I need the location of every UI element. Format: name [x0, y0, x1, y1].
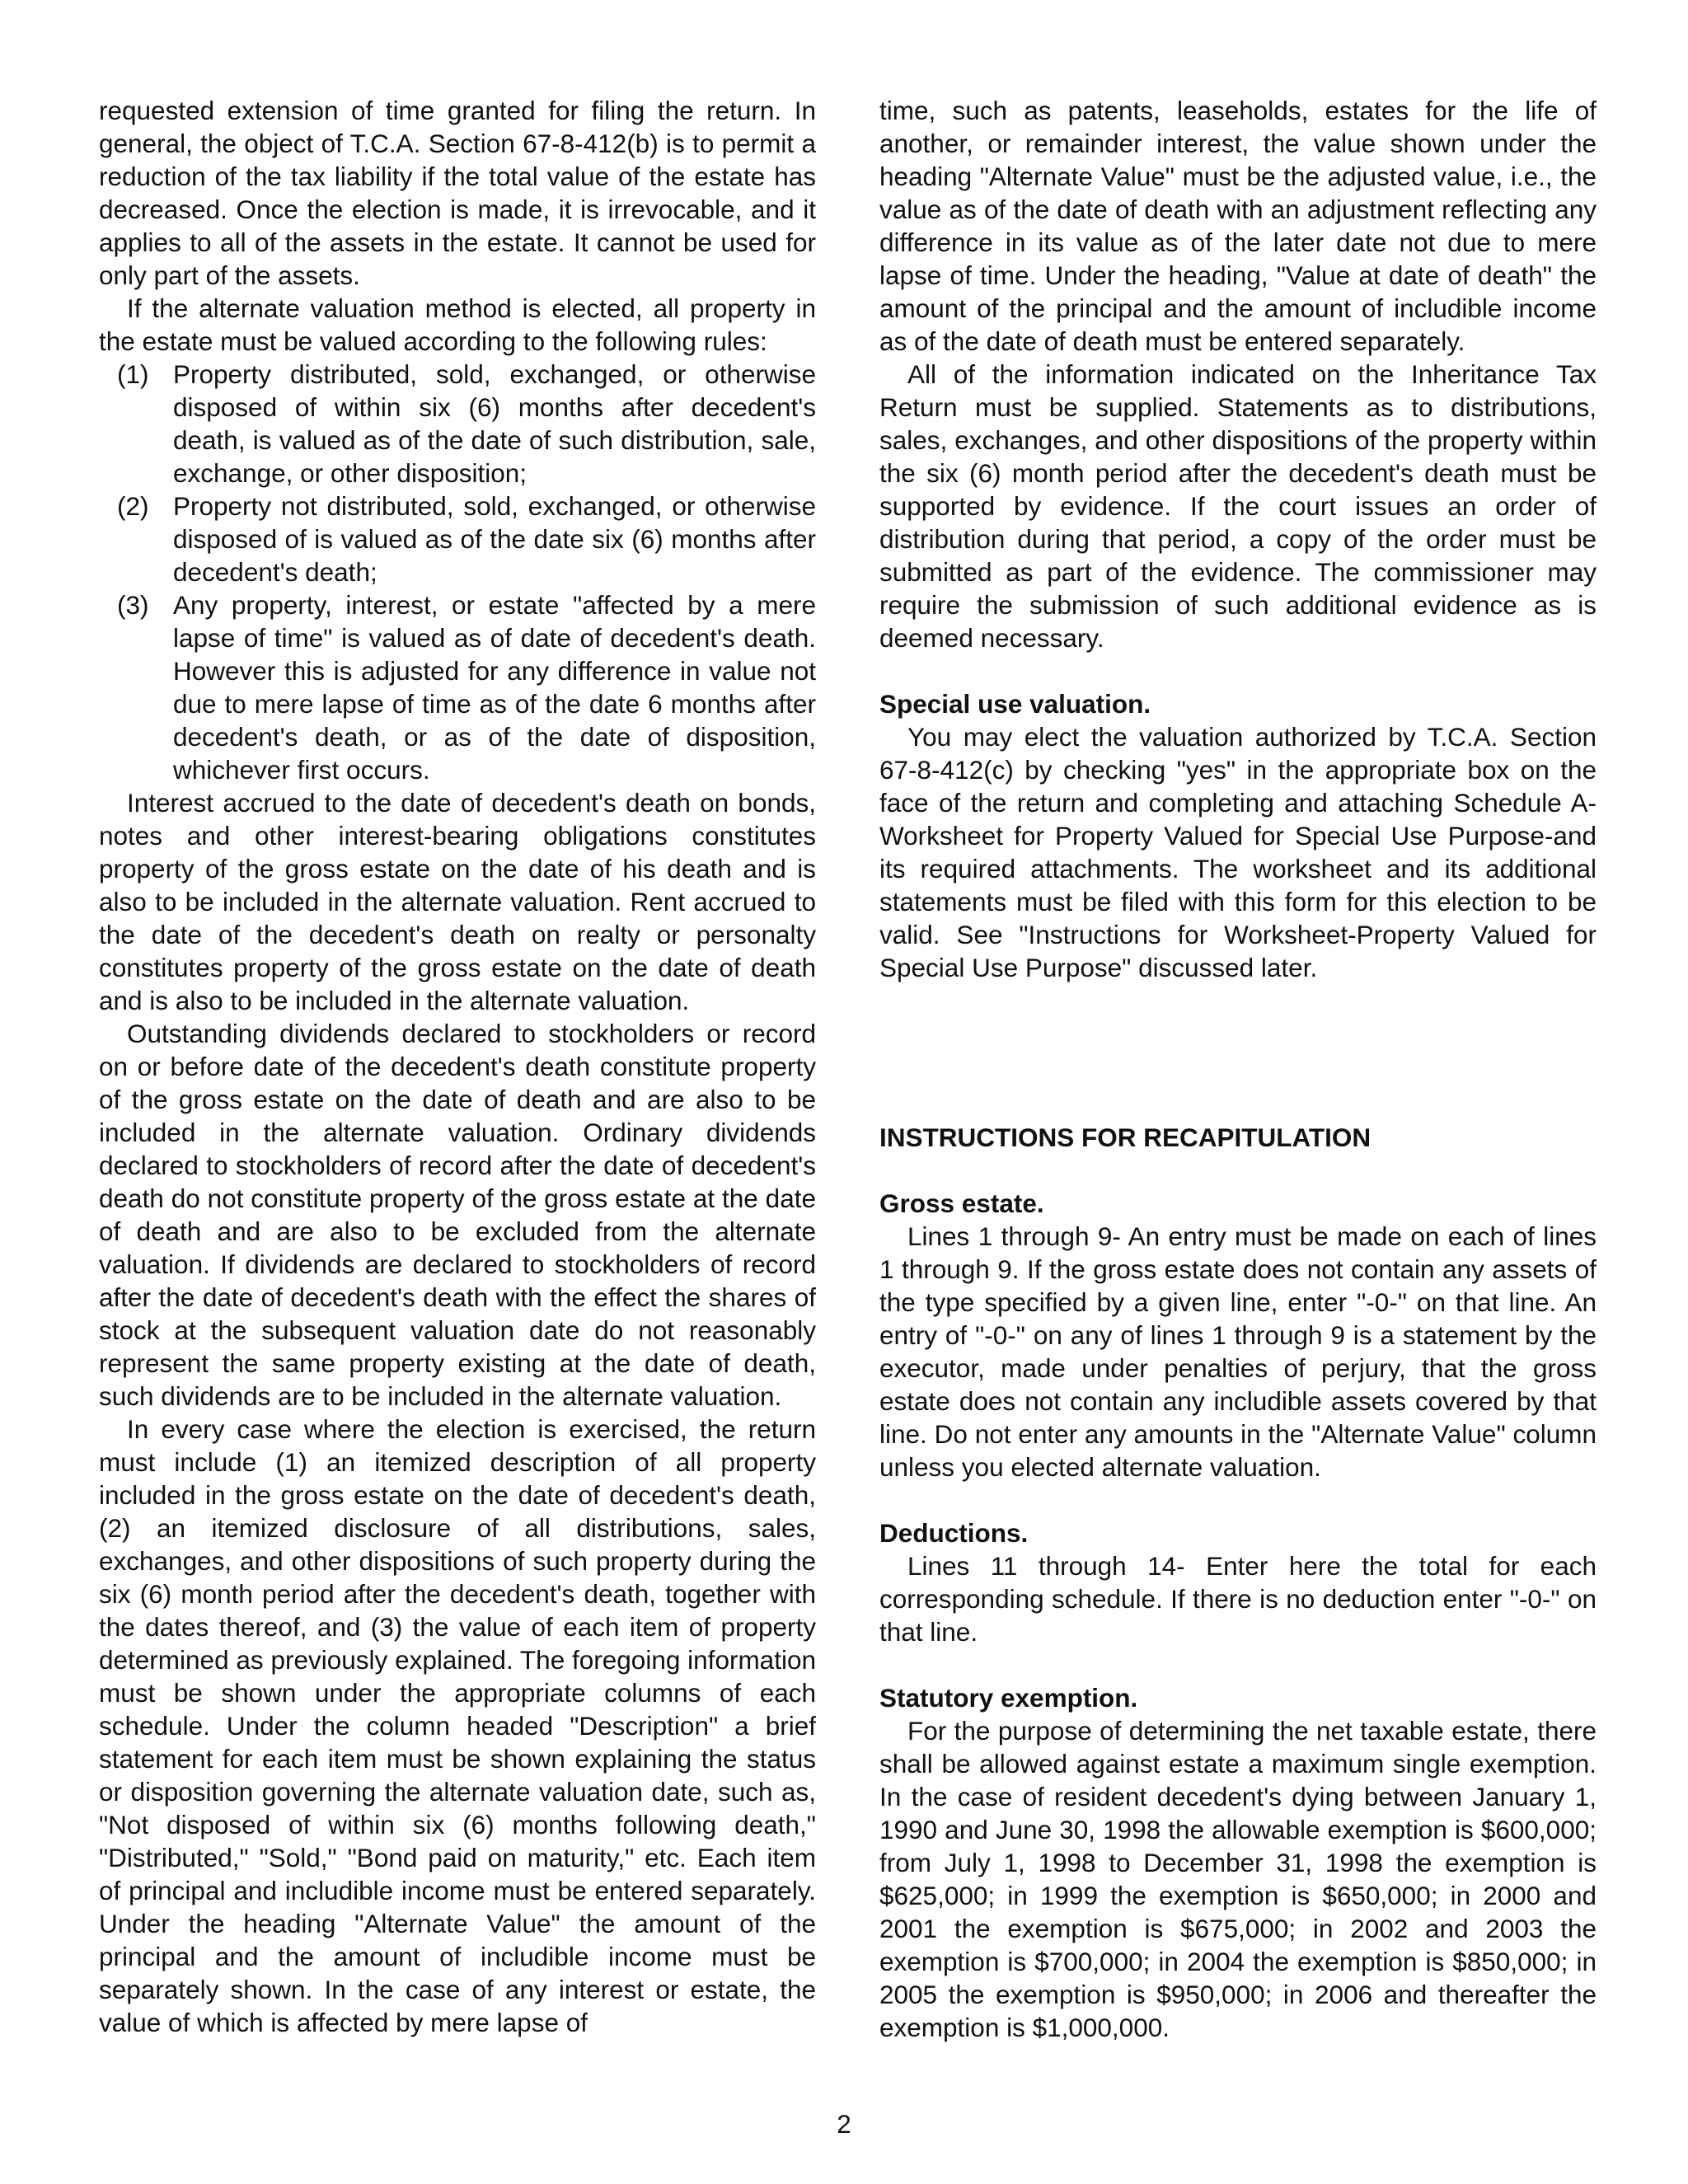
- paragraph-statutory-exemption: For the purpose of determining the net taxable estate, there shall be allowed against estate a maximum single exemption. In the case of resident decedent's dying between January 1, 1990 and June 30, 1998 the allowable exemption is $600,000; from July 1, 1998 to December 31, 1998 the exemption is $625,000; in 1999 the exemption is $650,000; in 2000 and 2001 the exemption is $675,000; in 2002 and 2003 the exemption is $700,000; in 2004 the exemption is $850,000; in 2005 the exemption is $950,000; in 2006 and thereafter the exemption is $1,000,000.: [879, 1716, 1597, 2042]
- heading-gross-estate: Gross estate.: [879, 1188, 1044, 1218]
- list-item: [99, 490, 816, 588]
- paragraph-interest: Interest accrued to the date of decedent's death on bonds, notes and other interest-bearing obligations constitutes property of the gross estate on the date of his death and is also to be included in the alternate valuation. Rent accrued to the date of the decedent's death on realty or personalty constitutes property of the gross estate on the date of death and is also to be included in the alternate valuation.: [99, 788, 816, 1015]
- paragraph-deductions: Lines 11 through 14- Enter here the total for each corresponding schedule. If there is no deduction enter "-0-" on that line.: [879, 1551, 1597, 1647]
- right-column: [879, 94, 1597, 2044]
- paragraph-rules-intro: If the alternate valuation method is elected, all property in the estate must be valued according to the following rules:: [99, 293, 816, 356]
- heading-deductions: Deductions.: [879, 1518, 1029, 1548]
- list-item: [99, 588, 816, 786]
- paragraph-every-case: In every case where the election is exercised, the return must include (1) an itemized description of all property included in the gross estate on the date of decedent's death, (2) an itemized disclosure of all distributions, sales, exchanges, and other dispositions of such property during the six (6) month period after the decedent's death, together with the dates thereof, and (3) the value of each item of property determined as previously explained. The foregoing information must be shown under the appropriate columns of each schedule. Under the column headed "Description" a brief statement for each item must be shown explaining the status or disposition governing the alternate valuation date, such as, "Not disposed of within six (6) months following death," "Distributed," "Sold," "Bond paid on maturity," etc. Each item of principal and includible income must be entered separately. Under the heading "Alternate Value" the amount of the principal and the amount of includible income must be separately shown. In the case of any interest or estate, the value of which is affected by mere lapse of: [99, 1414, 816, 2037]
- left-column: [99, 94, 816, 2039]
- list-item-text: Property not distributed, sold, exchanged, or otherwise disposed of is valued as of the date six (6) months after decedent's death;: [173, 491, 816, 587]
- paragraph-extension: requested extension of time granted for filing the return. In general, the object of T.C.A. Section 67-8-412(b) is to permit a reduction of the tax liability if the total value of the estate has decreased. Once the election is made, it is irrevocable, and it applies to all of the assets in the estate. It cannot be used for only part of the assets.: [99, 96, 816, 290]
- page-number: 2: [837, 2109, 851, 2139]
- list-item-number: (2): [117, 491, 149, 521]
- list-item-text: Property distributed, sold, exchanged, or otherwise disposed of within six (6) months after decedent's death, is valued as of the date of such distribution, sale, exchange, or other disposition;: [173, 359, 816, 488]
- paragraph-continuation: time, such as patents, leaseholds, estates for the life of another, or remainder interest, the value shown under the heading "Alternate Value" must be the adjusted value, i.e., the value as of the date of death with an adjustment reflecting any difference in its value as of the later date not due to mere lapse of time. Under the heading, "Value at date of death" the amount of the principal and the amount of includible income as of the date of death must be entered separately.: [879, 96, 1597, 356]
- heading-statutory-exemption: Statutory exemption.: [879, 1683, 1138, 1713]
- paragraph-gross-estate: Lines 1 through 9- An entry must be made on each of lines 1 through 9. If the gross estate does not contain any assets of the type specified by a given line, enter "-0-" on that line. An entry of "-0-" on any of lines 1 through 9 is a statement by the executor, made under penalties of perjury, that the gross estate does not contain any includible assets covered by that line. Do not enter any amounts in the "Alternate Value" column unless you elected alternate valuation.: [879, 1221, 1597, 1482]
- paragraph-special-use-valuation: You may elect the valuation authorized by T.C.A. Section 67-8-412(c) by checking "yes" in the appropriate box on the face of the return and completing and attaching Schedule A-Worksheet for Property Valued for Special Use Purpose-and its required attachments. The worksheet and its additional statements must be filed with this form for this election to be valid. See "Instructions for Worksheet-Property Valued for Special Use Purpose" discussed later.: [879, 722, 1597, 982]
- section-title-recapitulation: INSTRUCTIONS FOR RECAPITULATION: [879, 1122, 1372, 1152]
- paragraph-information: All of the information indicated on the Inheritance Tax Return must be supplied. Statements as to distributions, sales, exchanges, and other dispositions of the property within the six (6) month period after the decedent's death must be supported by evidence. If the court issues an order of distribution during that period, a copy of the order must be submitted as part of the evidence. The commissioner may require the submission of such additional evidence as is deemed necessary.: [879, 359, 1597, 653]
- valuation-rules-list: [99, 358, 816, 786]
- list-item-text: Any property, interest, or estate "affected by a mere lapse of time" is valued as of date of decedent's death. However this is adjusted for any difference in value not due to mere lapse of time as of the date 6 months after decedent's death, or as of the date of disposition, whichever first occurs.: [173, 590, 816, 785]
- heading-special-use-valuation: Special use valuation.: [879, 689, 1151, 719]
- list-item-number: (3): [117, 590, 149, 620]
- list-item-number: (1): [117, 359, 149, 389]
- paragraph-dividends: Outstanding dividends declared to stockholders or record on or before date of the decedent's death constitute property of the gross estate on the date of death and are also to be included in the alternate valuation. Ordinary dividends declared to stockholders of record after the date of decedent's death do not constitute property of the gross estate at the date of death and are also to be excluded from the alternate valuation. If dividends are declared to stockholders of record after the date of decedent's death with the effect the shares of stock at the subsequent valuation date do not reasonably represent the same property existing at the date of death, such dividends are to be included in the alternate valuation.: [99, 1019, 816, 1411]
- list-item: [99, 358, 816, 490]
